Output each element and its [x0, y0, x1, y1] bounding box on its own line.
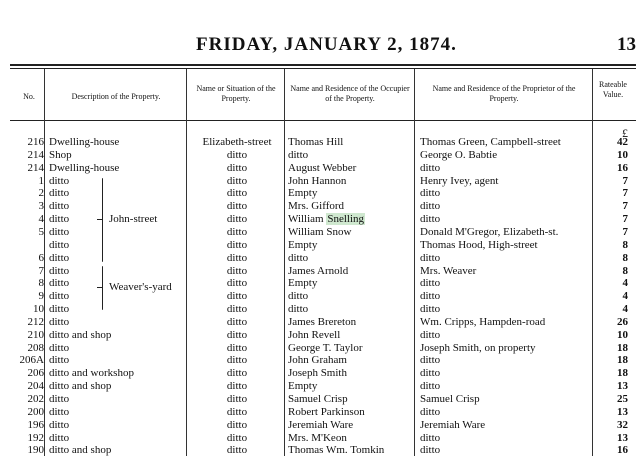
- cell-pro: ditto: [420, 251, 441, 264]
- cell-desc: ditto and shop: [49, 444, 112, 456]
- cell-occ: Empty: [288, 277, 318, 290]
- cell-pro: George O. Babtie: [420, 148, 498, 161]
- cell-no: 216: [27, 136, 44, 148]
- table-row: [0, 290, 640, 302]
- cell-no: 6: [38, 251, 44, 264]
- cell-no: 190: [27, 444, 44, 456]
- table-row: [0, 149, 640, 161]
- cell-desc: ditto and shop: [49, 380, 112, 393]
- cell-pro: Samuel Crisp: [420, 393, 480, 405]
- column-header-situation: Name or Situation of the Property.: [196, 84, 276, 103]
- cell-sit: ditto: [226, 354, 248, 367]
- cell-desc: Dwelling-house: [49, 161, 120, 174]
- table-row: [0, 213, 640, 225]
- cell-occ: William Snelling: [288, 213, 365, 226]
- cell-sit: ditto: [226, 238, 248, 251]
- cell-sit: ditto: [226, 431, 248, 444]
- cell-occ: Robert Parkinson: [288, 405, 365, 418]
- cell-desc: ditto: [49, 251, 70, 264]
- cell-val: 26: [617, 315, 628, 328]
- table-row: [0, 367, 640, 379]
- cell-val: 32: [617, 418, 628, 431]
- cell-val: 7: [622, 174, 628, 187]
- currency-symbol: £: [622, 126, 628, 140]
- cell-desc: ditto and workshop: [49, 367, 134, 380]
- cell-no: 2: [38, 187, 44, 200]
- cell-no: 208: [27, 341, 44, 354]
- cell-sit: ditto: [226, 418, 248, 431]
- cell-desc: ditto: [49, 264, 70, 277]
- cell-pro: ditto: [420, 200, 441, 213]
- cell-occ: James Brereton: [288, 315, 357, 328]
- cell-pro: ditto: [420, 290, 441, 303]
- cell-sit: ditto: [226, 161, 248, 174]
- cell-desc: Dwelling-house: [49, 136, 120, 148]
- cell-sit: ditto: [226, 187, 248, 200]
- column-header-description: Description of the Property.: [71, 92, 161, 101]
- table-row: [0, 187, 640, 199]
- cell-occ: ditto: [288, 303, 309, 316]
- cell-occ: ditto: [288, 290, 309, 303]
- cell-pro: Joseph Smith, on property: [420, 341, 536, 354]
- cell-val: 13: [617, 380, 628, 393]
- cell-desc: ditto: [49, 225, 70, 238]
- cell-no: 214: [27, 148, 44, 161]
- cell-pro: Wm. Cripps, Hampden-road: [420, 315, 546, 328]
- cell-sit: ditto: [226, 213, 248, 226]
- brace-weavers-yard: [102, 266, 103, 310]
- cell-desc: ditto: [49, 405, 70, 418]
- column-header-value: Rateable Value.: [599, 80, 627, 99]
- table-row: [0, 277, 640, 289]
- cell-val: 13: [617, 431, 628, 444]
- cell-desc: ditto: [49, 200, 70, 213]
- cell-pro: ditto: [420, 328, 441, 341]
- cell-sit: ditto: [226, 290, 248, 303]
- cell-desc: ditto: [49, 341, 70, 354]
- cell-val: 18: [617, 367, 628, 380]
- header-bottom-rule: [10, 120, 636, 121]
- cell-val: 42: [617, 136, 628, 148]
- cell-val: 8: [622, 264, 628, 277]
- cell-occ: James Arnold: [288, 264, 349, 277]
- cell-desc: ditto: [49, 315, 70, 328]
- cell-sit: ditto: [226, 315, 248, 328]
- cell-pro: ditto: [420, 405, 441, 418]
- brace-tip: [97, 219, 102, 220]
- cell-val: 18: [617, 354, 628, 367]
- table-row: [0, 265, 640, 277]
- cell-pro: ditto: [420, 354, 441, 367]
- brace-tip: [97, 287, 102, 288]
- cell-sit: ditto: [226, 341, 248, 354]
- cell-pro: ditto: [420, 277, 441, 290]
- cell-sit: ditto: [226, 393, 248, 405]
- cell-desc: ditto: [49, 303, 70, 316]
- cell-desc: ditto and shop: [49, 328, 112, 341]
- cell-occ: Empty: [288, 380, 318, 393]
- cell-pro: Thomas Green, Campbell-street: [420, 136, 561, 148]
- cell-sit: ditto: [226, 405, 248, 418]
- cell-pro: Mrs. Weaver: [420, 264, 477, 277]
- cell-desc: ditto: [49, 213, 70, 226]
- cell-pro: ditto: [420, 303, 441, 316]
- cell-val: 7: [622, 225, 628, 238]
- cell-no: 7: [38, 264, 44, 277]
- table-row: [0, 444, 640, 456]
- cell-sit: ditto: [226, 174, 248, 187]
- cell-no: 212: [27, 315, 44, 328]
- cell-sit: Elizabeth-street: [202, 136, 272, 148]
- brace-john-street: [102, 178, 103, 262]
- cell-pro: ditto: [420, 431, 441, 444]
- cell-val: 7: [622, 213, 628, 226]
- table-row: [0, 175, 640, 187]
- cell-val: 18: [617, 341, 628, 354]
- cell-occ: John Revell: [288, 328, 341, 341]
- table-row: [0, 329, 640, 341]
- cell-desc: Shop: [49, 148, 72, 161]
- cell-desc: ditto: [49, 418, 70, 431]
- cell-pro: Donald M'Gregor, Elizabeth-st.: [420, 225, 559, 238]
- cell-no: 214: [27, 161, 44, 174]
- cell-val: 16: [617, 444, 628, 456]
- cell-no: 1: [38, 174, 44, 187]
- cell-pro: ditto: [420, 380, 441, 393]
- cell-occ: Samuel Crisp: [288, 393, 348, 405]
- page-title: FRIDAY, JANUARY 2, 1874.: [196, 34, 457, 55]
- cell-no: 206A: [19, 354, 44, 367]
- cell-sit: ditto: [226, 328, 248, 341]
- brace-label-weavers-yard: Weaver's-yard: [109, 281, 172, 293]
- cell-no: 5: [38, 225, 44, 238]
- cell-desc: ditto: [49, 354, 70, 367]
- cell-occ: George T. Taylor: [288, 341, 363, 354]
- cell-pro: ditto: [420, 367, 441, 380]
- cell-sit: ditto: [226, 444, 248, 456]
- cell-sit: ditto: [226, 225, 248, 238]
- cell-pro: ditto: [420, 444, 441, 456]
- cell-val: 4: [622, 290, 628, 303]
- cell-val: 8: [622, 251, 628, 264]
- cell-val: 10: [617, 148, 628, 161]
- cell-desc: ditto: [49, 431, 70, 444]
- cell-no: 210: [27, 328, 44, 341]
- cell-no: 202: [27, 393, 44, 405]
- cell-val: 8: [622, 238, 628, 251]
- cell-val: 4: [622, 303, 628, 316]
- cell-pro: ditto: [420, 161, 441, 174]
- table-row: [0, 354, 640, 366]
- cell-pro: Thomas Hood, High-street: [420, 238, 538, 251]
- cell-occ: Jeremiah Ware: [288, 418, 354, 431]
- cell-desc: ditto: [49, 393, 70, 405]
- cell-occ: ditto: [288, 251, 309, 264]
- cell-no: 204: [27, 380, 44, 393]
- table-row: [0, 239, 640, 251]
- cell-no: 9: [38, 290, 44, 303]
- cell-desc: ditto: [49, 277, 70, 290]
- cell-pro: ditto: [420, 213, 441, 226]
- cell-occ: Thomas Wm. Tomkin: [288, 444, 385, 456]
- cell-sit: ditto: [226, 264, 248, 277]
- table-row: [0, 419, 640, 431]
- cell-occ: Thomas Hill: [288, 136, 344, 148]
- column-header-no: No.: [23, 92, 35, 101]
- cell-no: 200: [27, 405, 44, 418]
- cell-pro: Jeremiah Ware: [420, 418, 486, 431]
- table-row: [0, 303, 640, 315]
- cell-occ: John Graham: [288, 354, 347, 367]
- page-number: 13: [617, 34, 636, 55]
- table-row: [0, 393, 640, 405]
- cell-occ: Joseph Smith: [288, 367, 347, 380]
- cell-val: 10: [617, 328, 628, 341]
- column-header-occupier: Name and Residence of the Occupier of the Property.: [290, 84, 410, 103]
- cell-occ: Empty: [288, 238, 318, 251]
- cell-desc: ditto: [49, 187, 70, 200]
- table-row: [0, 316, 640, 328]
- table-row: [0, 380, 640, 392]
- cell-no: 4: [38, 213, 44, 226]
- cell-occ: John Hannon: [288, 174, 347, 187]
- column-header-proprietor: Name and Residence of the Proprietor of the Property.: [432, 84, 576, 103]
- page-header: [0, 0, 640, 62]
- cell-occ: ditto: [288, 148, 309, 161]
- table-row: [0, 342, 640, 354]
- cell-pro: ditto: [420, 187, 441, 200]
- table-row: [0, 200, 640, 212]
- cell-val: 16: [617, 161, 628, 174]
- cell-no: 196: [27, 418, 44, 431]
- cell-val: 7: [622, 187, 628, 200]
- table-row: [0, 432, 640, 444]
- cell-desc: ditto: [49, 290, 70, 303]
- cell-no: 10: [33, 303, 44, 316]
- table-row: [0, 136, 640, 148]
- cell-occ: Empty: [288, 187, 318, 200]
- cell-val: 4: [622, 277, 628, 290]
- cell-no: 8: [38, 277, 44, 290]
- highlighted-word: Snelling: [327, 213, 365, 226]
- cell-val: 25: [617, 393, 628, 405]
- table-row: [0, 406, 640, 418]
- table-row: [0, 226, 640, 238]
- cell-no: 3: [38, 200, 44, 213]
- cell-val: 13: [617, 405, 628, 418]
- brace-label-john-street: John-street: [109, 213, 158, 225]
- cell-no: 206: [27, 367, 44, 380]
- cell-sit: ditto: [226, 303, 248, 316]
- cell-occ: August Webber: [288, 161, 357, 174]
- top-rule: [10, 64, 636, 66]
- cell-sit: ditto: [226, 380, 248, 393]
- cell-sit: ditto: [226, 277, 248, 290]
- top-rule-inner: [10, 68, 636, 69]
- table-row: [0, 252, 640, 264]
- cell-desc: ditto: [49, 174, 70, 187]
- cell-occ: Mrs. M'Keon: [288, 431, 347, 444]
- cell-val: 7: [622, 200, 628, 213]
- cell-sit: ditto: [226, 148, 248, 161]
- cell-sit: ditto: [226, 367, 248, 380]
- table-row: [0, 162, 640, 174]
- cell-no: 192: [27, 431, 44, 444]
- cell-occ: Mrs. Gifford: [288, 200, 345, 213]
- cell-desc: ditto: [49, 238, 70, 251]
- cell-occ: William Snow: [288, 225, 352, 238]
- cell-sit: ditto: [226, 251, 248, 264]
- cell-sit: ditto: [226, 200, 248, 213]
- cell-pro: Henry Ivey, agent: [420, 174, 499, 187]
